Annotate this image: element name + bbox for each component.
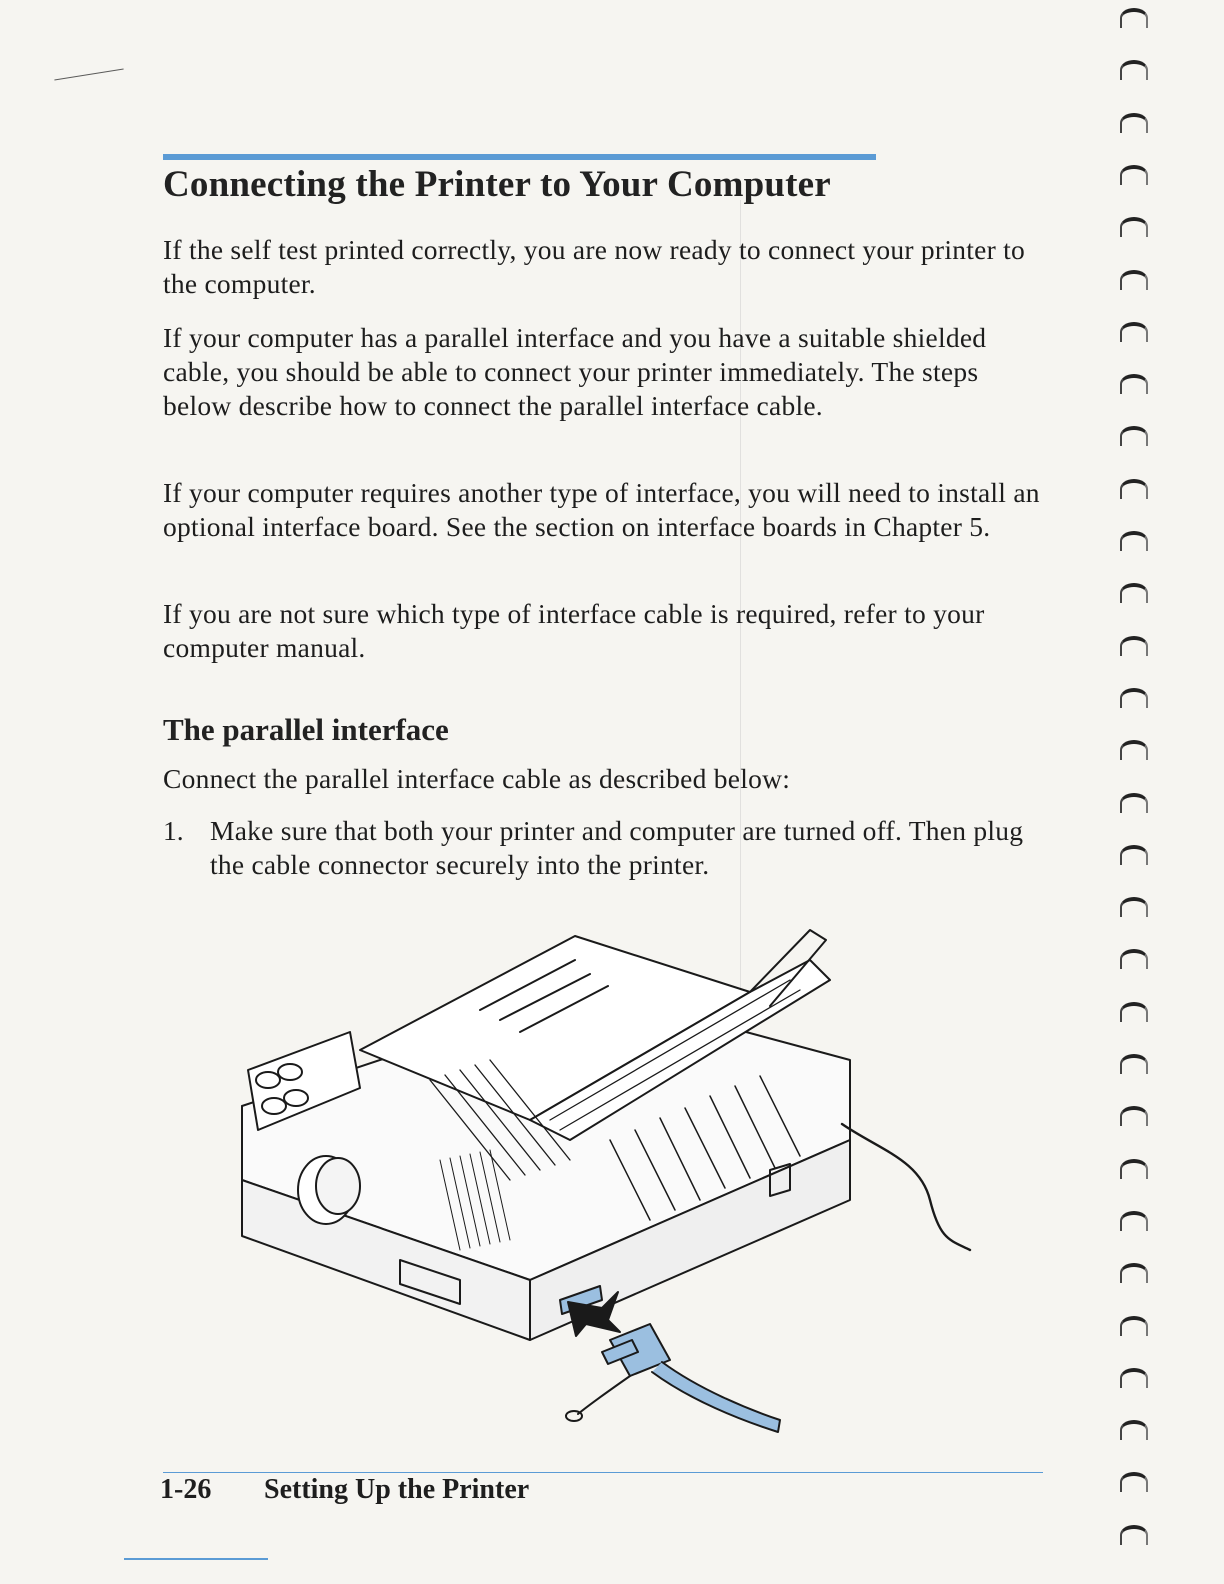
binding-hole-icon bbox=[1120, 1211, 1148, 1231]
binding-hole-icon bbox=[1120, 1316, 1148, 1336]
binding-hole-icon bbox=[1120, 740, 1148, 760]
printer-illustration bbox=[230, 920, 990, 1440]
binding-hole-icon bbox=[1120, 322, 1148, 342]
unsure-paragraph: If you are not sure which type of interface cable is required, refer to your computer manual. bbox=[163, 598, 985, 663]
binding-hole-icon bbox=[1120, 479, 1148, 499]
binding-hole-icon bbox=[1120, 165, 1148, 185]
binding-hole-icon bbox=[1120, 1054, 1148, 1074]
binding-hole-icon bbox=[1120, 897, 1148, 917]
binding-hole-icon bbox=[1120, 270, 1148, 290]
binding-hole-icon bbox=[1120, 1420, 1148, 1440]
binding-hole-icon bbox=[1120, 374, 1148, 394]
chapter-title: Setting Up the Printer bbox=[264, 1474, 530, 1505]
other-interface-paragraph: If your computer requires another type of interface, you will need to install an optional interface board. See the section on interface boards in Chapter 5. bbox=[163, 477, 1040, 542]
binding-hole-icon bbox=[1120, 845, 1148, 865]
binding-hole-icon bbox=[1120, 426, 1148, 446]
scan-mark bbox=[54, 69, 123, 81]
binding-hole-icon bbox=[1120, 1368, 1148, 1388]
section-rule bbox=[163, 154, 876, 160]
binding-hole-icon bbox=[1120, 1002, 1148, 1022]
page-number: 1-26 bbox=[160, 1474, 212, 1505]
binding-hole-icon bbox=[1120, 949, 1148, 969]
subsection-intro: Connect the parallel interface cable as described below: bbox=[163, 763, 791, 794]
parallel-paragraph: If your computer has a parallel interface and you have a suitable shielded cable, you should be able to connect your printer immediately. The steps below describe how to connect the parallel interface cable. bbox=[163, 322, 987, 421]
binding-hole-icon bbox=[1120, 217, 1148, 237]
binding-hole-icon bbox=[1120, 1472, 1148, 1492]
binding-hole-icon bbox=[1120, 60, 1148, 80]
intro-paragraph: If the self test printed correctly, you are now ready to connect your printer to the computer. bbox=[163, 234, 1025, 299]
subsection-title: The parallel interface bbox=[163, 712, 449, 747]
binding-hole-icon bbox=[1120, 1263, 1148, 1283]
step-number: 1. bbox=[163, 815, 184, 846]
binding-hole-icon bbox=[1120, 113, 1148, 133]
page-footer bbox=[160, 1472, 529, 1508]
binding-hole-icon bbox=[1120, 583, 1148, 603]
binding-hole-icon bbox=[1120, 531, 1148, 551]
spiral-binding bbox=[1120, 0, 1160, 1584]
step-text: Make sure that both your printer and computer are turned off. Then plug the cable connector securely into the printer. bbox=[210, 815, 1024, 880]
binding-hole-icon bbox=[1120, 1525, 1148, 1545]
binding-hole-icon bbox=[1120, 8, 1148, 28]
binding-hole-icon bbox=[1120, 688, 1148, 708]
section-title: Connecting the Printer to Your Computer bbox=[163, 164, 831, 205]
binding-hole-icon bbox=[1120, 636, 1148, 656]
binding-hole-icon bbox=[1120, 793, 1148, 813]
binding-hole-icon bbox=[1120, 1159, 1148, 1179]
scan-edge-line bbox=[124, 1558, 268, 1560]
binding-hole-icon bbox=[1120, 1106, 1148, 1126]
